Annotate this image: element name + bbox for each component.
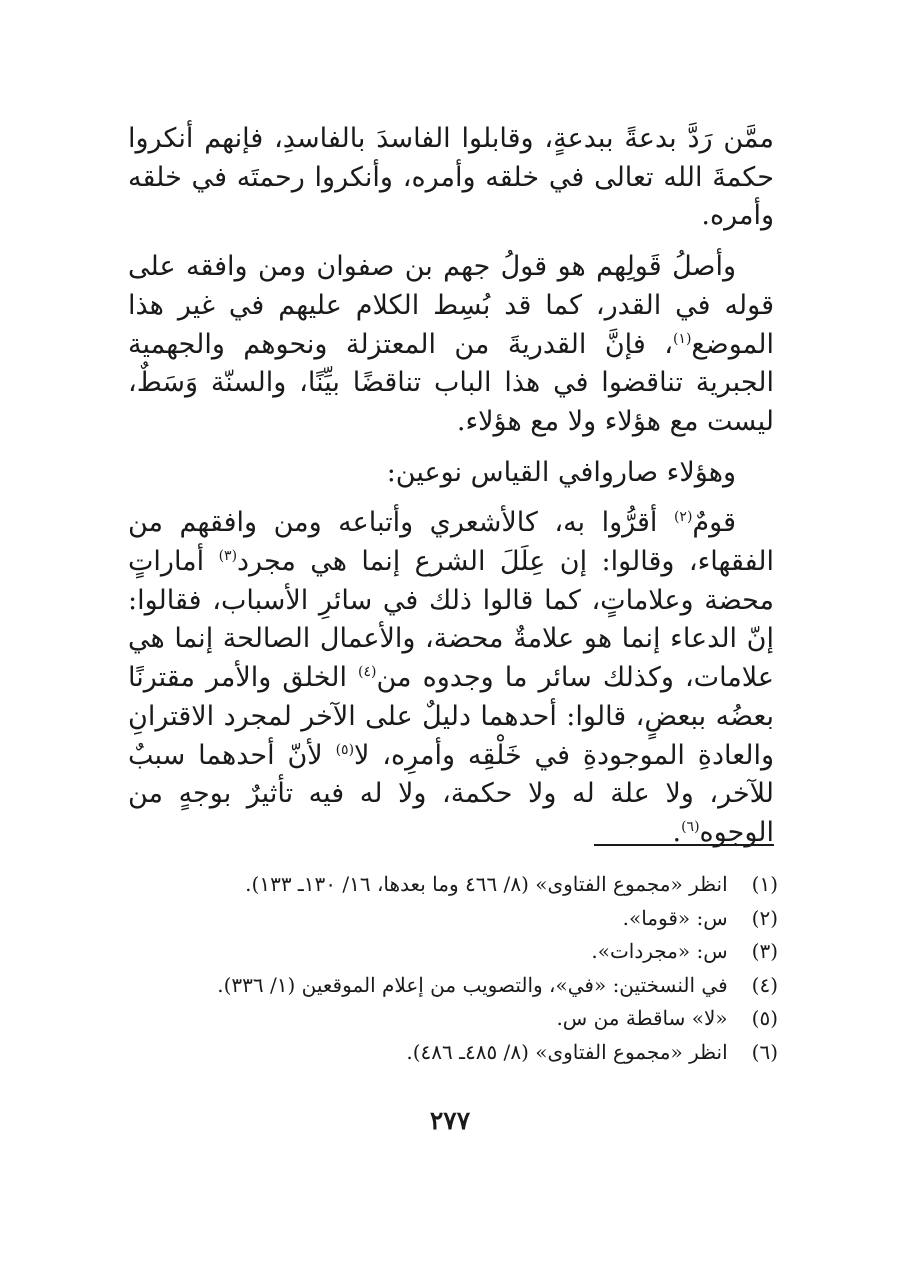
footnote-ref-5: (٥) xyxy=(335,741,355,758)
paragraph-2 xyxy=(128,248,774,442)
footnote-item-5 xyxy=(128,1002,778,1036)
page-number: ٢٧٧ xyxy=(429,1106,471,1135)
footnote-item-6 xyxy=(128,1036,778,1070)
paragraph-4-text-b: أقرُّوا به، كالأشعري وأتباعه ومن وافقهم من الفقهاء، وقالوا: إن عِلَلَ الشرع إنما هي مجرد xyxy=(128,507,774,578)
footnote-number: (٤) xyxy=(751,972,778,997)
footnote-ref-4: (٤) xyxy=(358,664,377,681)
footnote-item-3 xyxy=(128,935,778,969)
footnotes-list xyxy=(128,868,778,1070)
footnote-item-2 xyxy=(128,902,778,936)
paragraph-4 xyxy=(128,504,774,852)
paragraph-4-text-c: أماراتٍ محضة وعلاماتٍ، كما قالوا ذلك في سائرِ الأسباب، فقالوا: إنّ الدعاء إنما هو علامةٌ محضة، والأعمال الصالحة إنما هي علامات، وكذلك سائر ما وجدوه من xyxy=(128,546,774,694)
footnote-ref-1: (١) xyxy=(672,330,692,347)
paragraph-3: وهؤلاء صاروافي القياس نوعين: xyxy=(386,456,736,488)
footnote-text: انظر «مجموع الفتاوى» (٨/ ٤٨٥ـ ٤٨٦). xyxy=(406,1039,728,1064)
footnote-ref-2: (٢) xyxy=(673,509,693,526)
footnote-ref-6: (٦) xyxy=(681,818,700,835)
footnote-text: في النسختين: «في»، والتصويب من إعلام الموقعين (١/ ٣٣٦). xyxy=(217,972,728,997)
paragraph-2-text-b: ، فإنَّ القدريةَ من المعتزلة ونحوهم والجهمية الجبرية تناقضوا في هذا الباب تناقضًا بيِّنًا، والسنّة وَسَطٌ، ليست مع هؤلاء ولا مع هؤلاء. xyxy=(128,328,774,437)
footnote-ref-3: (٣) xyxy=(218,548,238,565)
footnote-item-1 xyxy=(128,868,778,902)
paragraph-4-text-f: . xyxy=(672,816,682,848)
paragraph-2-text-a: وأصلُ قَولِهم هو قولُ جهم بن صفوان ومن وافقه على قوله في القدر، كما قد بُسِط الكلام عليهم في غير هذا الموضع xyxy=(128,251,774,360)
footnote-item-4 xyxy=(128,969,778,1003)
footnote-number: (١) xyxy=(751,872,778,896)
paragraph-4-text-e: لأنّ أحدهما سببٌ للآخر، ولا علة له ولا حكمة، ولا له فيه تأثيرٌ بوجهٍ من الوجوه xyxy=(128,739,774,848)
footnote-number: (٣) xyxy=(751,939,778,964)
paragraph-4-text-a: قومٌ xyxy=(692,507,736,539)
footnote-number: (٢) xyxy=(751,905,778,930)
footnote-text: س: «قوما». xyxy=(622,905,728,930)
paragraph-1: ممَّن رَدَّ بدعةً ببدعةٍ، وقابلوا الفاسدَ بالفاسدِ، فإنهم أنكروا حكمةَ الله تعالى في خلقه وأمره، وأنكروا رحمتَه في خلقه وأمره. xyxy=(128,123,774,232)
paragraph-4-text-d: الخلق والأمر مقترنًا بعضُه ببعضٍ، قالوا: أحدهما دليلٌ على الآخر لمجرد الاقترانِ والعادةِ الموجودةِ في خَلْقِه وأمرِه، لا xyxy=(128,662,774,771)
footnote-text: س: «مجردات». xyxy=(591,939,728,964)
footnote-text: انظر «مجموع الفتاوى» (٨/ ٤٦٦ وما بعدها، ١٦/ ١٣٠ـ ١٣٣). xyxy=(245,872,728,896)
footnote-number: (٥) xyxy=(751,1006,778,1031)
main-text xyxy=(128,120,774,853)
footnote-divider xyxy=(594,844,774,846)
footnote-text: «لا» ساقطة من س. xyxy=(556,1006,728,1031)
footnote-number: (٦) xyxy=(751,1039,778,1064)
